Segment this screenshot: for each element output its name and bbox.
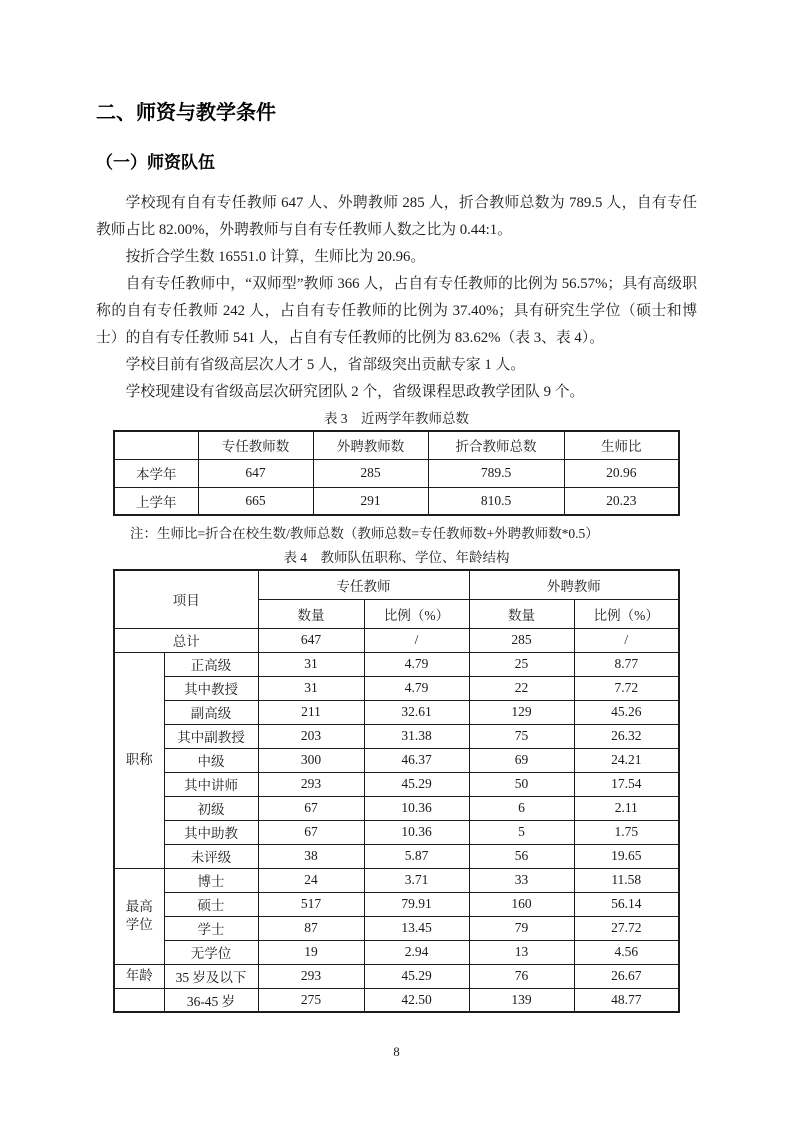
- table4-caption: 表 4 教师队伍职称、学位、年龄结构: [283, 550, 510, 565]
- cell: 203: [258, 724, 364, 748]
- row-label: 博士: [164, 868, 258, 892]
- row-label: 上学年: [114, 487, 198, 515]
- cell: 20.96: [564, 459, 679, 487]
- table-row: [114, 916, 679, 940]
- cell: 24: [258, 868, 364, 892]
- cell: 19: [258, 940, 364, 964]
- cell: 45.29: [364, 964, 469, 988]
- cell: 8.77: [574, 652, 679, 676]
- cell: 27.72: [574, 916, 679, 940]
- row-label: 其中讲师: [164, 772, 258, 796]
- row-label: 35 岁及以下: [164, 964, 258, 988]
- row-label: 其中教授: [164, 676, 258, 700]
- cell: 2.11: [574, 796, 679, 820]
- cell: 67: [258, 796, 364, 820]
- row-label: 无学位: [164, 940, 258, 964]
- paragraph-3: 自有专任教师中，“双师型”教师 366 人，占自有专任教师的比例为 56.57%；具有高级职称的自有专任教师 242 人，占自有专任教师的比例为 37.40%；具有研究生学位（硕士和博士）的自有专任教师 541 人，占自有专任教师的比例为 83.62%（表 3、表 4）。: [96, 276, 697, 346]
- table-row: [114, 892, 679, 916]
- cell: 285: [313, 459, 428, 487]
- row-label: 副高级: [164, 700, 258, 724]
- cell: /: [574, 628, 679, 652]
- cell: 293: [258, 772, 364, 796]
- cell: 26.67: [574, 964, 679, 988]
- cell: 87: [258, 916, 364, 940]
- cell: 67: [258, 820, 364, 844]
- paragraph-5: 学校现建设有省级高层次研究团队 2 个，省级课程思政教学团队 9 个。: [125, 384, 585, 400]
- table-row: [114, 868, 679, 892]
- column-header-fulltime: 专任教师: [258, 570, 469, 599]
- table-row: [114, 700, 679, 724]
- cell: 6: [469, 796, 574, 820]
- row-label: 总计: [114, 628, 258, 652]
- table3: [113, 430, 680, 516]
- cell: 293: [258, 964, 364, 988]
- cell: 10.36: [364, 820, 469, 844]
- cell: 1.75: [574, 820, 679, 844]
- cell: 45.29: [364, 772, 469, 796]
- cell: 10.36: [364, 796, 469, 820]
- cell: 4.79: [364, 652, 469, 676]
- row-label: 正高级: [164, 652, 258, 676]
- cell: 13.45: [364, 916, 469, 940]
- row-label: 未评级: [164, 844, 258, 868]
- table3-header-row: [114, 431, 679, 459]
- column-header-empty: [114, 431, 198, 459]
- cell: /: [364, 628, 469, 652]
- cell: 285: [469, 628, 574, 652]
- page-number: 8: [393, 1044, 400, 1059]
- table4: [113, 569, 680, 1013]
- column-header-count: 数量: [258, 599, 364, 628]
- cell: 789.5: [428, 459, 564, 487]
- table-row: [114, 724, 679, 748]
- row-label: 硕士: [164, 892, 258, 916]
- cell: 211: [258, 700, 364, 724]
- column-header-count: 数量: [469, 599, 574, 628]
- cell: 13: [469, 940, 574, 964]
- table3-note: 注：生师比=折合在校生数/教师总数（教师总数=专任教师数+外聘教师数*0.5）: [130, 526, 599, 541]
- cell: 46.37: [364, 748, 469, 772]
- cell: 56.14: [574, 892, 679, 916]
- cell: 31.38: [364, 724, 469, 748]
- cell: 56: [469, 844, 574, 868]
- row-label: 学士: [164, 916, 258, 940]
- cell: 19.65: [574, 844, 679, 868]
- cell: 50: [469, 772, 574, 796]
- cell: 3.71: [364, 868, 469, 892]
- cell: 5: [469, 820, 574, 844]
- column-header-item: 项目: [114, 570, 258, 628]
- cell: 75: [469, 724, 574, 748]
- row-label: 36-45 岁: [164, 988, 258, 1012]
- table-row: [114, 652, 679, 676]
- table-row: [114, 676, 679, 700]
- column-header-ratio: 比例（%）: [364, 599, 469, 628]
- table-row: [114, 748, 679, 772]
- cell: 291: [313, 487, 428, 515]
- table-row: [114, 988, 679, 1012]
- column-header-parttime: 外聘教师: [469, 570, 679, 599]
- row-group-label: 职称: [114, 652, 164, 868]
- subsection-heading: （一）师资队伍: [96, 153, 215, 172]
- cell: 45.26: [574, 700, 679, 724]
- row-label: 其中副教授: [164, 724, 258, 748]
- total-row: [114, 628, 679, 652]
- cell: 517: [258, 892, 364, 916]
- paragraph-4: 学校目前有省级高层次人才 5 人，省部级突出贡献专家 1 人。: [125, 357, 526, 373]
- column-header: 专任教师数: [198, 431, 313, 459]
- cell: 17.54: [574, 772, 679, 796]
- column-header-ratio: 比例（%）: [574, 599, 679, 628]
- table-row: [114, 772, 679, 796]
- cell: 38: [258, 844, 364, 868]
- row-group-label: 年龄: [114, 964, 164, 988]
- cell: 20.23: [564, 487, 679, 515]
- paragraph-1: 学校现有自有专任教师 647 人、外聘教师 285 人，折合教师总数为 789.5 人，自有专任教师占比 82.00%，外聘教师与自有专任教师人数之比为 0.44:1。: [96, 195, 697, 238]
- row-label: 本学年: [114, 459, 198, 487]
- table-row: [114, 844, 679, 868]
- cell: 32.61: [364, 700, 469, 724]
- cell: 11.58: [574, 868, 679, 892]
- cell: 76: [469, 964, 574, 988]
- table3-caption: 表 3 近两学年教师总数: [323, 411, 470, 426]
- cell: 26.32: [574, 724, 679, 748]
- cell: 4.79: [364, 676, 469, 700]
- cell: 2.94: [364, 940, 469, 964]
- cell: 647: [258, 628, 364, 652]
- cell: 4.56: [574, 940, 679, 964]
- table-row: [114, 820, 679, 844]
- cell: 7.72: [574, 676, 679, 700]
- table-row: [114, 940, 679, 964]
- cell: 69: [469, 748, 574, 772]
- row-label: 其中助教: [164, 820, 258, 844]
- section-heading: 二、师资与教学条件: [96, 102, 276, 124]
- row-label: 中级: [164, 748, 258, 772]
- cell: 33: [469, 868, 574, 892]
- cell: 275: [258, 988, 364, 1012]
- table-row: [114, 964, 679, 988]
- cell: 139: [469, 988, 574, 1012]
- cell: 5.87: [364, 844, 469, 868]
- cell: 22: [469, 676, 574, 700]
- column-header: 生师比: [564, 431, 679, 459]
- cell: 79: [469, 916, 574, 940]
- column-header: 外聘教师数: [313, 431, 428, 459]
- cell: 79.91: [364, 892, 469, 916]
- paragraph-2: 按折合学生数 16551.0 计算，生师比为 20.96。: [125, 249, 426, 265]
- column-header: 折合教师总数: [428, 431, 564, 459]
- cell: 31: [258, 676, 364, 700]
- cell: 24.21: [574, 748, 679, 772]
- cell: 665: [198, 487, 313, 515]
- cell: 31: [258, 652, 364, 676]
- row-group-label: 最高学位: [114, 868, 164, 964]
- cell: 810.5: [428, 487, 564, 515]
- row-group-label: [114, 988, 164, 1012]
- table-row: [114, 796, 679, 820]
- cell: 42.50: [364, 988, 469, 1012]
- cell: 160: [469, 892, 574, 916]
- cell: 48.77: [574, 988, 679, 1012]
- cell: 300: [258, 748, 364, 772]
- table-row: [114, 487, 679, 515]
- cell: 25: [469, 652, 574, 676]
- cell: 129: [469, 700, 574, 724]
- table-row: [114, 459, 679, 487]
- table4-header-row-1: [114, 570, 679, 599]
- cell: 647: [198, 459, 313, 487]
- row-label: 初级: [164, 796, 258, 820]
